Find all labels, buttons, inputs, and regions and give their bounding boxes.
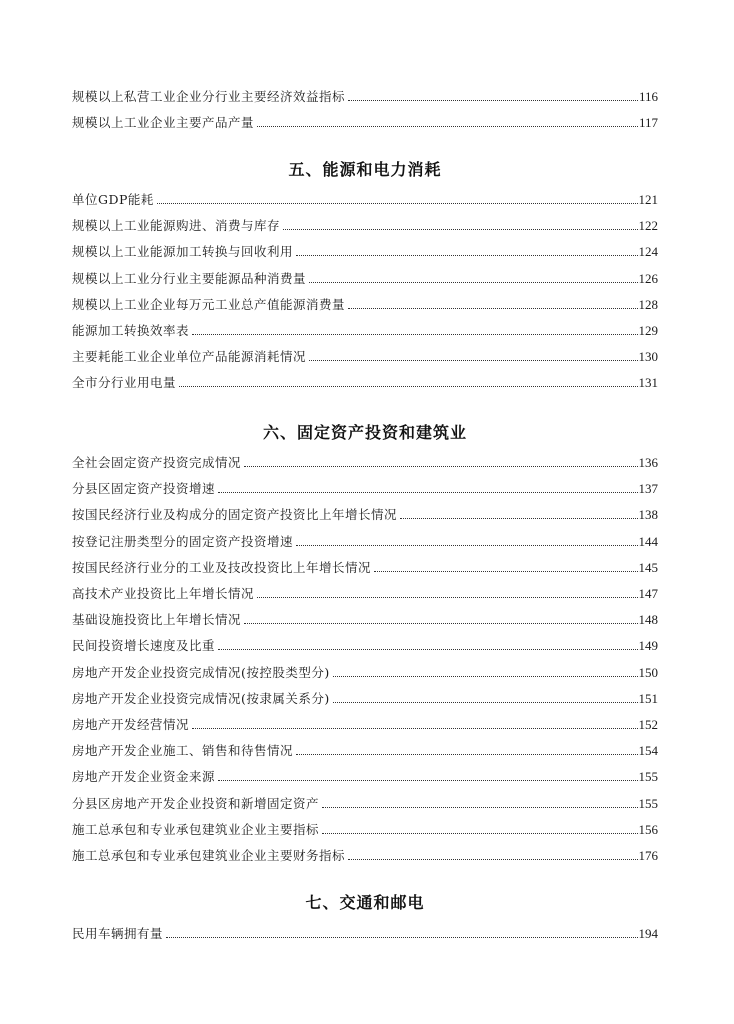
toc-entry-title: 房地产开发企业投资完成情况(按控股类型分) (72, 664, 330, 680)
toc-entry-page-number: 131 (638, 375, 658, 391)
toc-entry-page-number: 155 (638, 769, 658, 785)
dot-leader (166, 925, 637, 943)
toc-entry-title: 分县区固定资产投资增速 (72, 481, 216, 497)
toc-entry-title: 分县区房地产开发企业投资和新增固定资产 (72, 795, 320, 811)
toc-entry-title: 房地产开发企业资金来源 (72, 769, 216, 785)
dot-leader (257, 585, 637, 603)
dot-leader (257, 114, 638, 132)
dot-leader (218, 768, 637, 786)
toc-entry-page-number: 194 (638, 926, 658, 941)
toc-entry-title: 规模以上工业分行业主要能源品种消费量 (72, 270, 307, 286)
toc-entry-title: 房地产开发经营情况 (72, 717, 190, 732)
dot-leader (179, 374, 637, 392)
dot-leader (218, 637, 637, 655)
toc-entry[interactable] (72, 374, 658, 392)
dot-leader (244, 611, 637, 629)
toc-entry-title: 能源加工转换效率表 (72, 323, 190, 338)
toc-entry-title: 规模以上工业企业每万元工业总产值能源消费量 (72, 296, 346, 312)
section-heading: 五、能源和电力消耗 (288, 160, 442, 179)
dot-leader (348, 847, 637, 865)
toc-entry-page-number: 145 (638, 559, 658, 575)
toc-entry[interactable] (72, 742, 658, 760)
toc-entry[interactable] (72, 925, 658, 943)
section-heading: 六、固定资产投资和建筑业 (262, 423, 467, 442)
toc-entry-title: 规模以上工业能源购进、消费与库存 (72, 218, 281, 234)
toc-entry[interactable] (72, 480, 658, 498)
toc-entry-title: 高技术产业投资比上年增长情况 (72, 586, 255, 601)
toc-entry[interactable] (72, 348, 658, 366)
toc-entry[interactable] (72, 533, 658, 551)
toc-entry-page-number: 130 (638, 349, 658, 365)
toc-entry[interactable] (72, 506, 658, 524)
toc-entry-page-number: 151 (638, 690, 658, 706)
section-heading: 七、交通和邮电 (305, 893, 425, 912)
toc-entry-page-number: 150 (638, 664, 658, 680)
toc-entry-title: 民间投资增长速度及比重 (72, 638, 216, 654)
dot-leader (309, 270, 637, 288)
dot-leader (218, 480, 637, 498)
toc-entry-page-number: 121 (638, 192, 658, 207)
toc-entry-title: 基础设施投资比上年增长情况 (72, 612, 242, 628)
toc-entry[interactable] (72, 322, 658, 340)
dot-leader (244, 454, 637, 472)
toc-entry[interactable] (72, 664, 658, 682)
dot-leader (333, 690, 638, 708)
toc-entry-title: 规模以上私营工业企业分行业主要经济效益指标 (72, 89, 346, 104)
dot-leader (322, 821, 637, 839)
toc-entry[interactable] (72, 217, 658, 235)
toc-entry-page-number: 126 (638, 270, 658, 286)
toc-entry-page-number: 128 (638, 296, 658, 312)
dot-leader (348, 296, 637, 314)
toc-entry-title: 按登记注册类型分的固定资产投资增速 (72, 533, 294, 549)
toc-entry-title: 按国民经济行业及构成分的固定资产投资比上年增长情况 (72, 507, 398, 523)
toc-entry-page-number: 138 (638, 507, 658, 523)
dot-leader (192, 716, 637, 734)
toc-entry-page-number: 116 (638, 89, 658, 104)
toc-entry-page-number: 155 (638, 795, 658, 811)
toc-entry-page-number: 176 (638, 848, 658, 863)
toc-entry-page-number: 137 (638, 481, 658, 497)
toc-entry[interactable] (72, 690, 658, 708)
toc-entry-title: 规模以上工业能源加工转换与回收利用 (72, 244, 294, 260)
toc-entry-page-number: 147 (638, 586, 658, 601)
toc-entry-page-number: 117 (638, 115, 658, 131)
toc-entry[interactable] (72, 611, 658, 629)
toc-entry-title: 规模以上工业企业主要产品产量 (72, 115, 255, 131)
toc-entry[interactable] (72, 847, 658, 865)
toc-entry-title: 施工总承包和专业承包建筑业企业主要指标 (72, 821, 320, 837)
toc-entry-page-number: 124 (638, 244, 658, 260)
toc-entry[interactable] (72, 88, 658, 106)
dot-leader (309, 348, 637, 366)
toc-entry-title: 全市分行业用电量 (72, 375, 177, 391)
toc-entry-page-number: 122 (638, 218, 658, 234)
toc-entry-title: 主要耗能工业企业单位产品能源消耗情况 (72, 349, 307, 365)
toc-entry[interactable] (72, 270, 658, 288)
toc-entry-title: 按国民经济行业分的工业及技改投资比上年增长情况 (72, 559, 372, 575)
dot-leader (333, 664, 638, 682)
toc-entry[interactable] (72, 243, 658, 261)
toc-entry-page-number: 152 (638, 717, 658, 732)
toc-entry[interactable] (72, 191, 658, 209)
toc-entry-page-number: 144 (638, 533, 658, 549)
dot-leader (283, 217, 637, 235)
toc-entry[interactable] (72, 559, 658, 577)
toc-entry-page-number: 154 (638, 743, 658, 759)
toc-entry-page-number: 136 (638, 455, 658, 470)
toc-entry-title: 施工总承包和专业承包建筑业企业主要财务指标 (72, 848, 346, 863)
toc-entry[interactable] (72, 114, 658, 132)
toc-entry-page-number: 149 (638, 638, 658, 654)
toc-entry[interactable] (72, 585, 658, 603)
toc-entry[interactable] (72, 716, 658, 734)
dot-leader (157, 191, 638, 209)
toc-entry[interactable] (72, 296, 658, 314)
dot-leader (348, 88, 638, 106)
toc-entry-page-number: 129 (638, 323, 658, 338)
dot-leader (400, 506, 637, 524)
toc-entry[interactable] (72, 768, 658, 786)
toc-entry[interactable] (72, 821, 658, 839)
dot-leader (322, 795, 637, 813)
toc-entry-title: 房地产开发企业投资完成情况(按隶属关系分) (72, 690, 330, 706)
dot-leader (296, 533, 637, 551)
toc-entry-title: 房地产开发企业施工、销售和待售情况 (72, 743, 294, 759)
toc-entry-page-number: 148 (638, 612, 658, 628)
toc-entry[interactable] (72, 454, 658, 472)
toc-entry-title: 全社会固定资产投资完成情况 (72, 455, 242, 470)
toc-entry-title: 单位GDP能耗 (72, 192, 154, 207)
dot-leader (296, 742, 637, 760)
dot-leader (192, 322, 637, 340)
toc-entry-page-number: 156 (638, 821, 658, 837)
dot-leader (374, 559, 637, 577)
toc-entry-title: 民用车辆拥有量 (72, 926, 164, 941)
dot-leader (296, 243, 637, 261)
toc-entry[interactable] (72, 795, 658, 813)
toc-entry[interactable] (72, 637, 658, 655)
